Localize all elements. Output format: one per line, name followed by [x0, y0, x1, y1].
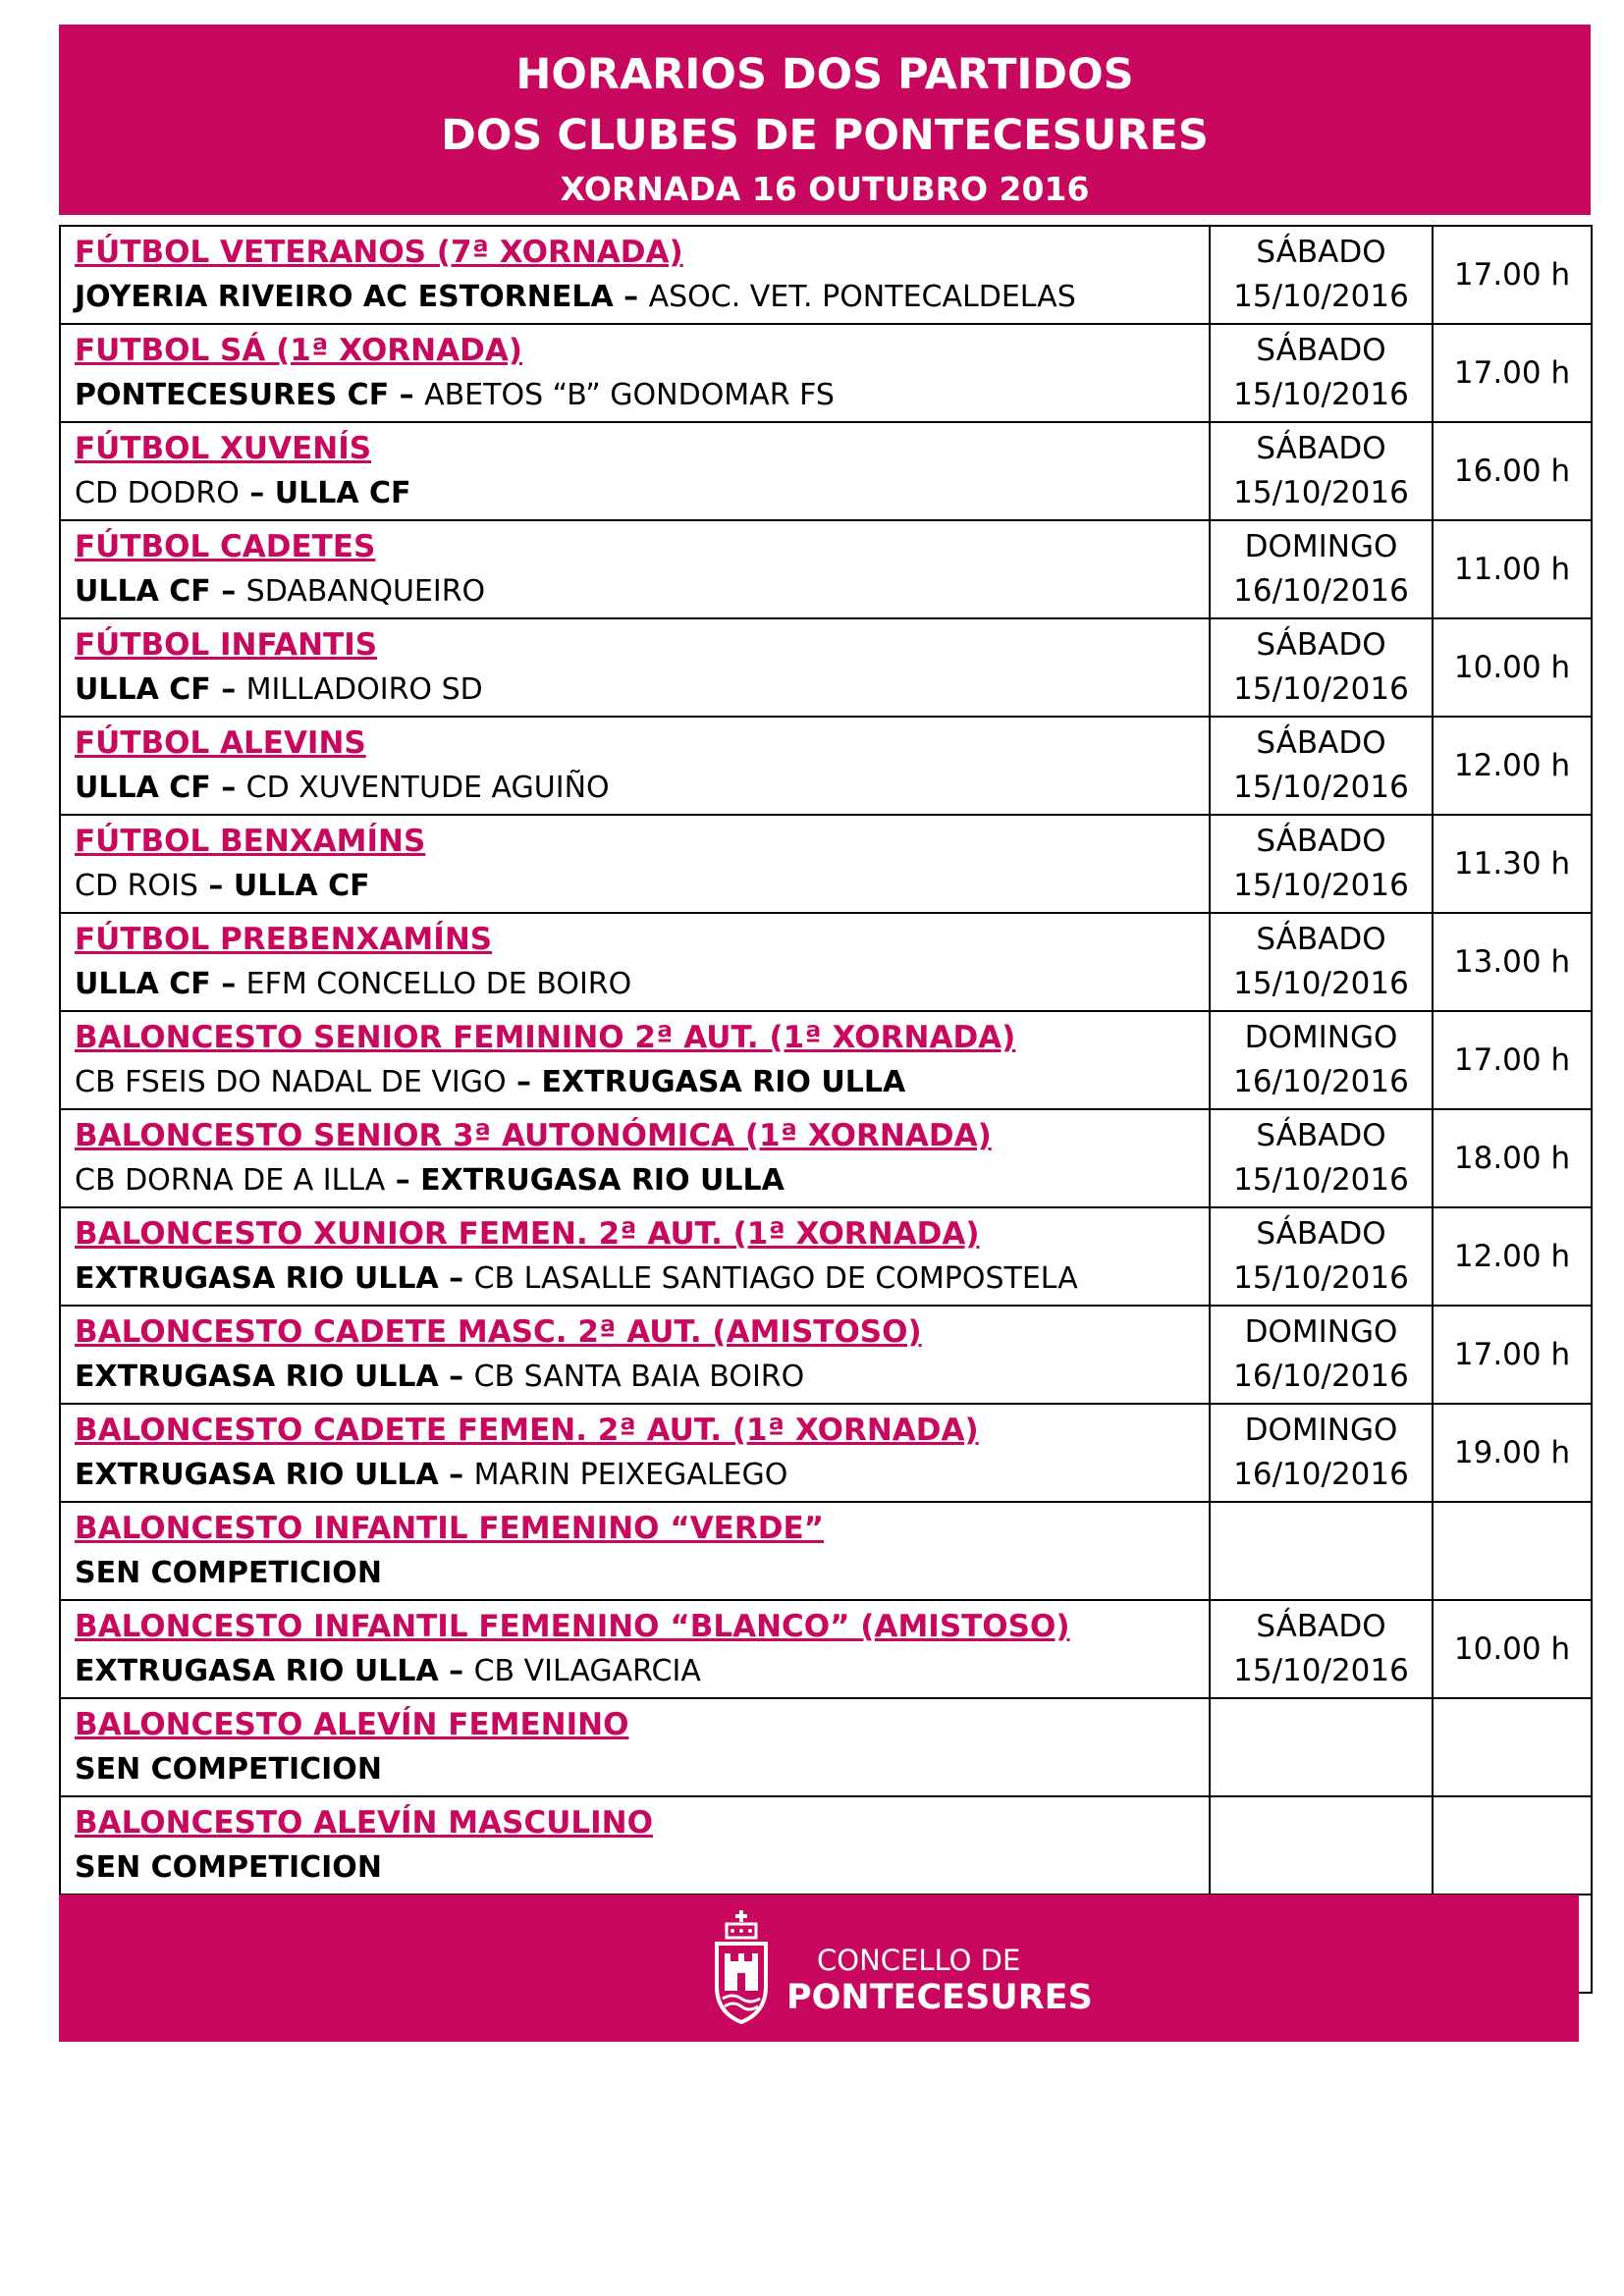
time-cell: [1433, 1306, 1592, 1404]
match-cell: [60, 1207, 1210, 1306]
match-date: 15/10/2016: [1233, 671, 1409, 707]
schedule-row: [60, 1207, 1592, 1306]
date-cell: [1210, 226, 1433, 324]
match-cell: [60, 520, 1210, 618]
match-date: 15/10/2016: [1233, 1653, 1409, 1688]
schedule-row: [60, 717, 1592, 815]
kickoff-time: 19.00 h: [1453, 1435, 1571, 1470]
away-team: MILLADOIRO SD: [245, 672, 483, 707]
time-cell: [1433, 618, 1592, 717]
match-cell: [60, 717, 1210, 815]
home-team: CD ROIS: [75, 869, 198, 903]
schedule-row: [60, 1306, 1592, 1404]
schedule-row: [60, 913, 1592, 1011]
versus-dash: –: [389, 378, 425, 412]
match-cell: [60, 1109, 1210, 1207]
match-date: 15/10/2016: [1233, 279, 1409, 314]
date-cell: [1210, 520, 1433, 618]
home-team: ULLA CF: [75, 672, 211, 707]
home-team: CB DORNA DE A ILLA: [75, 1163, 386, 1198]
schedule-body: [60, 226, 1592, 1993]
match-date: 15/10/2016: [1233, 377, 1409, 412]
time-cell: [1433, 1796, 1592, 1895]
category-heading: BALONCESTO INFANTIL FEMENINO “BLANCO” (AMISTOSO): [75, 1609, 1070, 1644]
versus-dash: –: [438, 1458, 474, 1492]
category-heading: FÚTBOL PREBENXAMÍNS: [75, 922, 493, 957]
date-cell: [1210, 913, 1433, 1011]
date-cell: [1210, 1011, 1433, 1109]
time-cell: [1433, 1109, 1592, 1207]
kickoff-time: 11.00 h: [1453, 552, 1571, 587]
time-cell: [1433, 324, 1592, 422]
footer-banner: [59, 1895, 1579, 2042]
kickoff-time: 17.00 h: [1453, 1042, 1571, 1078]
away-team: SDABANQUEIRO: [245, 574, 486, 609]
home-team: ULLA CF: [75, 574, 211, 609]
schedule-row: [60, 1404, 1592, 1502]
time-cell: [1433, 717, 1592, 815]
teams-line: [75, 1747, 1209, 1791]
teams-line: [75, 1649, 1209, 1693]
date-cell: [1210, 815, 1433, 913]
category-heading: BALONCESTO ALEVÍN MASCULINO: [75, 1805, 653, 1841]
schedule-row: [60, 815, 1592, 913]
match-date: 16/10/2016: [1233, 1064, 1409, 1099]
date-cell: [1210, 1600, 1433, 1698]
home-team: SEN COMPETICION: [75, 1850, 382, 1885]
schedule-row: [60, 226, 1592, 324]
category-heading: BALONCESTO INFANTIL FEMENINO “VERDE”: [75, 1511, 825, 1546]
title-line-2: DOS CLUBES DE PONTECESURES: [441, 111, 1209, 160]
schedule-row: [60, 1109, 1592, 1207]
versus-dash: –: [197, 869, 234, 903]
category-heading: FÚTBOL XUVENÍS: [75, 431, 372, 466]
schedule-row: [60, 520, 1592, 618]
category-heading: BALONCESTO ALEVÍN FEMENINO: [75, 1707, 629, 1742]
schedule-row: [60, 324, 1592, 422]
date-cell: [1210, 618, 1433, 717]
time-cell: [1433, 520, 1592, 618]
versus-dash: –: [210, 672, 246, 707]
versus-dash: –: [210, 574, 246, 609]
kickoff-time: 12.00 h: [1453, 748, 1571, 783]
kickoff-time: 13.00 h: [1453, 944, 1571, 980]
match-date: 15/10/2016: [1233, 1260, 1409, 1296]
time-cell: [1433, 1600, 1592, 1698]
weekday: DOMINGO: [1244, 1314, 1398, 1350]
teams-line: [75, 1551, 1209, 1595]
match-date: 15/10/2016: [1233, 475, 1409, 510]
schedule-row: [60, 422, 1592, 520]
kickoff-time: 10.00 h: [1453, 1631, 1571, 1667]
teams-line: [75, 1355, 1209, 1399]
away-team: CD XUVENTUDE AGUIÑO: [245, 771, 610, 805]
match-date: 15/10/2016: [1233, 1162, 1409, 1198]
home-team: JOYERIA RIVEIRO AC ESTORNELA: [75, 280, 614, 314]
teams-line: [75, 1845, 1209, 1890]
match-cell: [60, 226, 1210, 324]
time-cell: [1433, 913, 1592, 1011]
category-heading: BALONCESTO SENIOR FEMININO 2ª AUT. (1ª XORNADA): [75, 1020, 1016, 1055]
versus-dash: –: [506, 1065, 542, 1099]
teams-line: [75, 864, 1209, 908]
kickoff-time: 17.00 h: [1453, 1337, 1571, 1372]
category-heading: FÚTBOL INFANTIS: [75, 627, 378, 663]
schedule-row: [60, 1796, 1592, 1895]
away-team: CB VILAGARCIA: [473, 1654, 701, 1688]
match-date: 15/10/2016: [1233, 966, 1409, 1001]
date-cell: [1210, 1698, 1433, 1796]
category-heading: BALONCESTO XUNIOR FEMEN. 2ª AUT. (1ª XORNADA): [75, 1216, 980, 1252]
time-cell: [1433, 815, 1592, 913]
weekday: DOMINGO: [1244, 1020, 1398, 1055]
versus-dash: –: [210, 967, 246, 1001]
header-banner: [59, 25, 1591, 215]
home-team: EXTRUGASA RIO ULLA: [75, 1261, 439, 1296]
match-cell: [60, 618, 1210, 717]
versus-dash: –: [210, 771, 246, 805]
weekday: SÁBADO: [1256, 431, 1386, 466]
kickoff-time: 17.00 h: [1453, 355, 1571, 391]
category-heading: FÚTBOL ALEVINS: [75, 725, 366, 761]
match-date: 16/10/2016: [1233, 573, 1409, 609]
category-heading: FÚTBOL CADETES: [75, 529, 376, 564]
match-cell: [60, 1698, 1210, 1796]
footer-pontecesures-label: PONTECESURES: [786, 1978, 1093, 2017]
subtitle-xornada: XORNADA 16 OUTUBRO 2016: [560, 170, 1090, 208]
home-team: SEN COMPETICION: [75, 1752, 382, 1787]
away-team: MARIN PEIXEGALEGO: [473, 1458, 788, 1492]
match-cell: [60, 324, 1210, 422]
time-cell: [1433, 1698, 1592, 1796]
weekday: SÁBADO: [1256, 1216, 1386, 1252]
date-cell: [1210, 1404, 1433, 1502]
versus-dash: –: [385, 1163, 421, 1198]
match-date: 15/10/2016: [1233, 868, 1409, 903]
home-team: EXTRUGASA RIO ULLA: [75, 1654, 439, 1688]
match-cell: [60, 1404, 1210, 1502]
schedule-row: [60, 618, 1592, 717]
category-heading: BALONCESTO CADETE FEMEN. 2ª AUT. (1ª XORNADA): [75, 1413, 979, 1448]
versus-dash: –: [438, 1360, 474, 1394]
kickoff-time: 11.30 h: [1453, 846, 1571, 881]
weekday: SÁBADO: [1256, 1118, 1386, 1153]
kickoff-time: 16.00 h: [1453, 454, 1571, 489]
away-team: ULLA CF: [274, 476, 411, 510]
teams-line: [75, 1060, 1209, 1104]
away-team: ASOC. VET. PONTECALDELAS: [648, 280, 1076, 314]
date-cell: [1210, 717, 1433, 815]
teams-line: [75, 1453, 1209, 1497]
home-team: EXTRUGASA RIO ULLA: [75, 1360, 439, 1394]
away-team: ULLA CF: [233, 869, 370, 903]
match-date: 16/10/2016: [1233, 1359, 1409, 1394]
kickoff-time: 10.00 h: [1453, 650, 1571, 685]
teams-line: [75, 962, 1209, 1006]
teams-line: [75, 766, 1209, 810]
time-cell: [1433, 226, 1592, 324]
home-team: EXTRUGASA RIO ULLA: [75, 1458, 439, 1492]
away-team: ABETOS “B” GONDOMAR FS: [424, 378, 835, 412]
home-team: PONTECESURES CF: [75, 378, 390, 412]
category-heading: BALONCESTO SENIOR 3ª AUTONÓMICA (1ª XORNADA): [75, 1118, 992, 1153]
weekday: DOMINGO: [1244, 529, 1398, 564]
weekday: SÁBADO: [1256, 1609, 1386, 1644]
category-heading: FÚTBOL BENXAMÍNS: [75, 824, 426, 859]
weekday: SÁBADO: [1256, 725, 1386, 761]
match-cell: [60, 1796, 1210, 1895]
category-heading: FUTBOL SÁ (1ª XORNADA): [75, 333, 522, 368]
time-cell: [1433, 1207, 1592, 1306]
weekday: SÁBADO: [1256, 333, 1386, 368]
category-heading: BALONCESTO CADETE MASC. 2ª AUT. (AMISTOSO): [75, 1314, 922, 1350]
schedule-row: [60, 1011, 1592, 1109]
weekday: DOMINGO: [1244, 1413, 1398, 1448]
weekday: SÁBADO: [1256, 627, 1386, 663]
teams-line: [75, 1256, 1209, 1301]
home-team: CD DODRO: [75, 476, 240, 510]
kickoff-time: 18.00 h: [1453, 1141, 1571, 1176]
time-cell: [1433, 1404, 1592, 1502]
time-cell: [1433, 1502, 1592, 1600]
schedule-table: [59, 225, 1593, 1994]
away-team: EFM CONCELLO DE BOIRO: [245, 967, 632, 1001]
teams-line: [75, 569, 1209, 614]
title-line-1: HORARIOS DOS PARTIDOS: [515, 50, 1134, 99]
date-cell: [1210, 1502, 1433, 1600]
match-cell: [60, 1502, 1210, 1600]
away-team: EXTRUGASA RIO ULLA: [541, 1065, 906, 1099]
schedule-row: [60, 1600, 1592, 1698]
teams-line: [75, 471, 1209, 515]
footer-concello-label: CONCELLO DE: [817, 1944, 1021, 1977]
schedule-row: [60, 1698, 1592, 1796]
match-date: 16/10/2016: [1233, 1457, 1409, 1492]
home-team: SEN COMPETICION: [75, 1556, 382, 1590]
match-cell: [60, 1306, 1210, 1404]
match-cell: [60, 913, 1210, 1011]
teams-line: [75, 275, 1209, 319]
match-cell: [60, 815, 1210, 913]
teams-line: [75, 373, 1209, 417]
date-cell: [1210, 1306, 1433, 1404]
teams-line: [75, 667, 1209, 712]
time-cell: [1433, 1011, 1592, 1109]
home-team: ULLA CF: [75, 967, 211, 1001]
versus-dash: –: [438, 1654, 474, 1688]
coat-of-arms-icon: [711, 1910, 772, 2024]
schedule-row: [60, 1502, 1592, 1600]
category-heading: FÚTBOL VETERANOS (7ª XORNADA): [75, 235, 683, 270]
away-team: CB SANTA BAIA BOIRO: [473, 1360, 805, 1394]
weekday: SÁBADO: [1256, 922, 1386, 957]
date-cell: [1210, 1796, 1433, 1895]
kickoff-time: 17.00 h: [1453, 257, 1571, 293]
time-cell: [1433, 422, 1592, 520]
date-cell: [1210, 324, 1433, 422]
date-cell: [1210, 422, 1433, 520]
match-date: 15/10/2016: [1233, 770, 1409, 805]
away-team: CB LASALLE SANTIAGO DE COMPOSTELA: [473, 1261, 1078, 1296]
weekday: SÁBADO: [1256, 235, 1386, 270]
versus-dash: –: [613, 280, 649, 314]
date-cell: [1210, 1109, 1433, 1207]
versus-dash: –: [239, 476, 275, 510]
home-team: ULLA CF: [75, 771, 211, 805]
away-team: EXTRUGASA RIO ULLA: [420, 1163, 785, 1198]
versus-dash: –: [438, 1261, 474, 1296]
date-cell: [1210, 1207, 1433, 1306]
kickoff-time: 12.00 h: [1453, 1239, 1571, 1274]
home-team: CB FSEIS DO NADAL DE VIGO: [75, 1065, 507, 1099]
teams-line: [75, 1158, 1209, 1202]
match-cell: [60, 1011, 1210, 1109]
match-cell: [60, 422, 1210, 520]
weekday: SÁBADO: [1256, 824, 1386, 859]
match-cell: [60, 1600, 1210, 1698]
